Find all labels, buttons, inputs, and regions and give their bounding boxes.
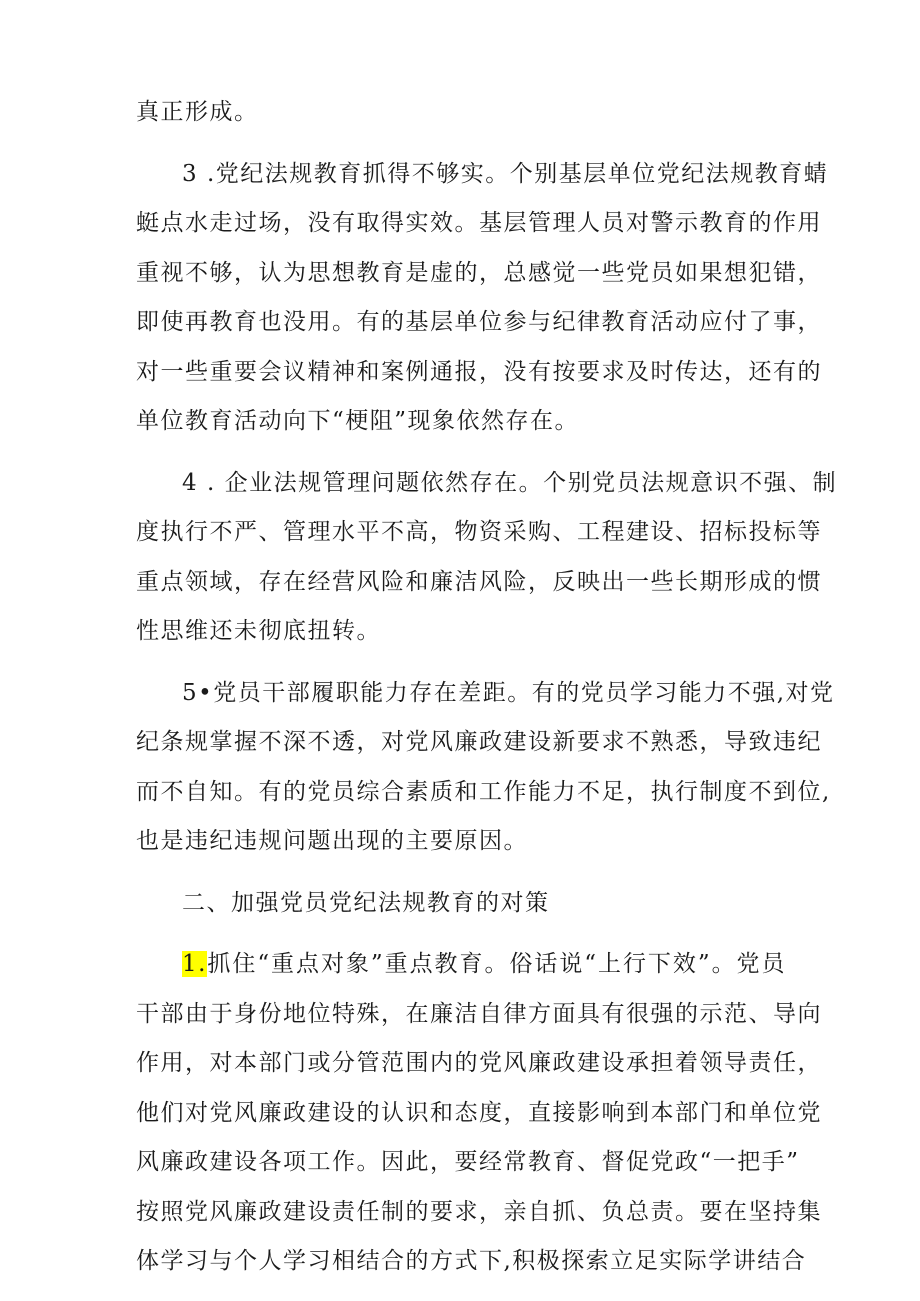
paragraph-line: 度执行不严、管理水平不高，物资采购、工程建设、招标投标等 <box>136 519 822 545</box>
paragraph-line: 风廉政建设各项工作。因此，要经常教育、督促党政“一把手” <box>136 1149 800 1175</box>
paragraph-line: 体学习与个人学习相结合的方式下,积极探索立足实际学讲结合 <box>136 1248 807 1274</box>
paragraph-line: 纪条规掌握不深不透，对党风廉政建设新要求不熟悉，导致违纪 <box>136 729 822 755</box>
paragraph-line: 5•党员干部履职能力存在差距。有的党员学习能力不强,对党 <box>182 679 835 706</box>
paragraph-line: 也是违纪违规问题出现的主要原因。 <box>136 828 528 854</box>
paragraph-line: 他们对党风廉政建设的认识和态度，直接影响到本部门和单位党 <box>136 1099 822 1126</box>
section-heading: 二、加强党员党纪法规教育的对策 <box>182 889 550 916</box>
paragraph-line: 性思维还未彻底扭转。 <box>136 618 381 644</box>
paragraph-line: 重点领域，存在经营风险和廉洁风险，反映出一些长期形成的惯 <box>136 568 822 595</box>
paragraph-line-text: 抓住“重点对象”重点教育。俗话说“上行下效”。党员 <box>206 951 786 977</box>
paragraph-line: 重视不够，认为思想教育是虚的，总感觉一些党员如果想犯错， <box>136 259 822 286</box>
highlighted-marker: 1. <box>182 951 207 977</box>
document-body <box>136 88 838 1287</box>
paragraph-line: 真正形成。 <box>136 99 259 125</box>
paragraph-line: 蜓点水走过场，没有取得实效。基层管理人员对警示教育的作用 <box>136 210 822 236</box>
paragraph-4 <box>136 459 838 657</box>
paragraph-line: 4 . 企业法规管理问题依然存在。个别党员法规意识不强、制 <box>182 469 838 496</box>
paragraph-line: 3 .党纪法规教育抓得不够实。个别基层单位党纪法规教育蜻 <box>182 160 829 187</box>
paragraph-line: 按照党风廉政建设责任制的要求，亲自抓、负总责。要在坚持集 <box>136 1198 822 1225</box>
paragraph-line: 对一些重要会议精神和案例通报，没有按要求及时传达，还有的 <box>136 358 822 385</box>
paragraph-line: 作用，对本部门或分管范围内的党风廉政建设承担着领导责任， <box>136 1050 822 1076</box>
paragraph-line: 即使再教育也没用。有的基层单位参与纪律教育活动应付了事， <box>136 309 822 335</box>
paragraph-line: 而不自知。有的党员综合素质和工作能力不足，执行制度不到位, <box>136 778 831 805</box>
paragraph-3 <box>136 150 829 447</box>
paragraph-6 <box>136 940 822 1287</box>
paragraph-line: 干部由于身份地位特殊，在廉洁自律方面具有很强的示范、导向 <box>136 1000 822 1027</box>
paragraph-5 <box>136 669 835 867</box>
paragraph-line <box>136 940 786 990</box>
paragraph-line: 单位教育活动向下“梗阻”现象依然存在。 <box>136 408 580 434</box>
